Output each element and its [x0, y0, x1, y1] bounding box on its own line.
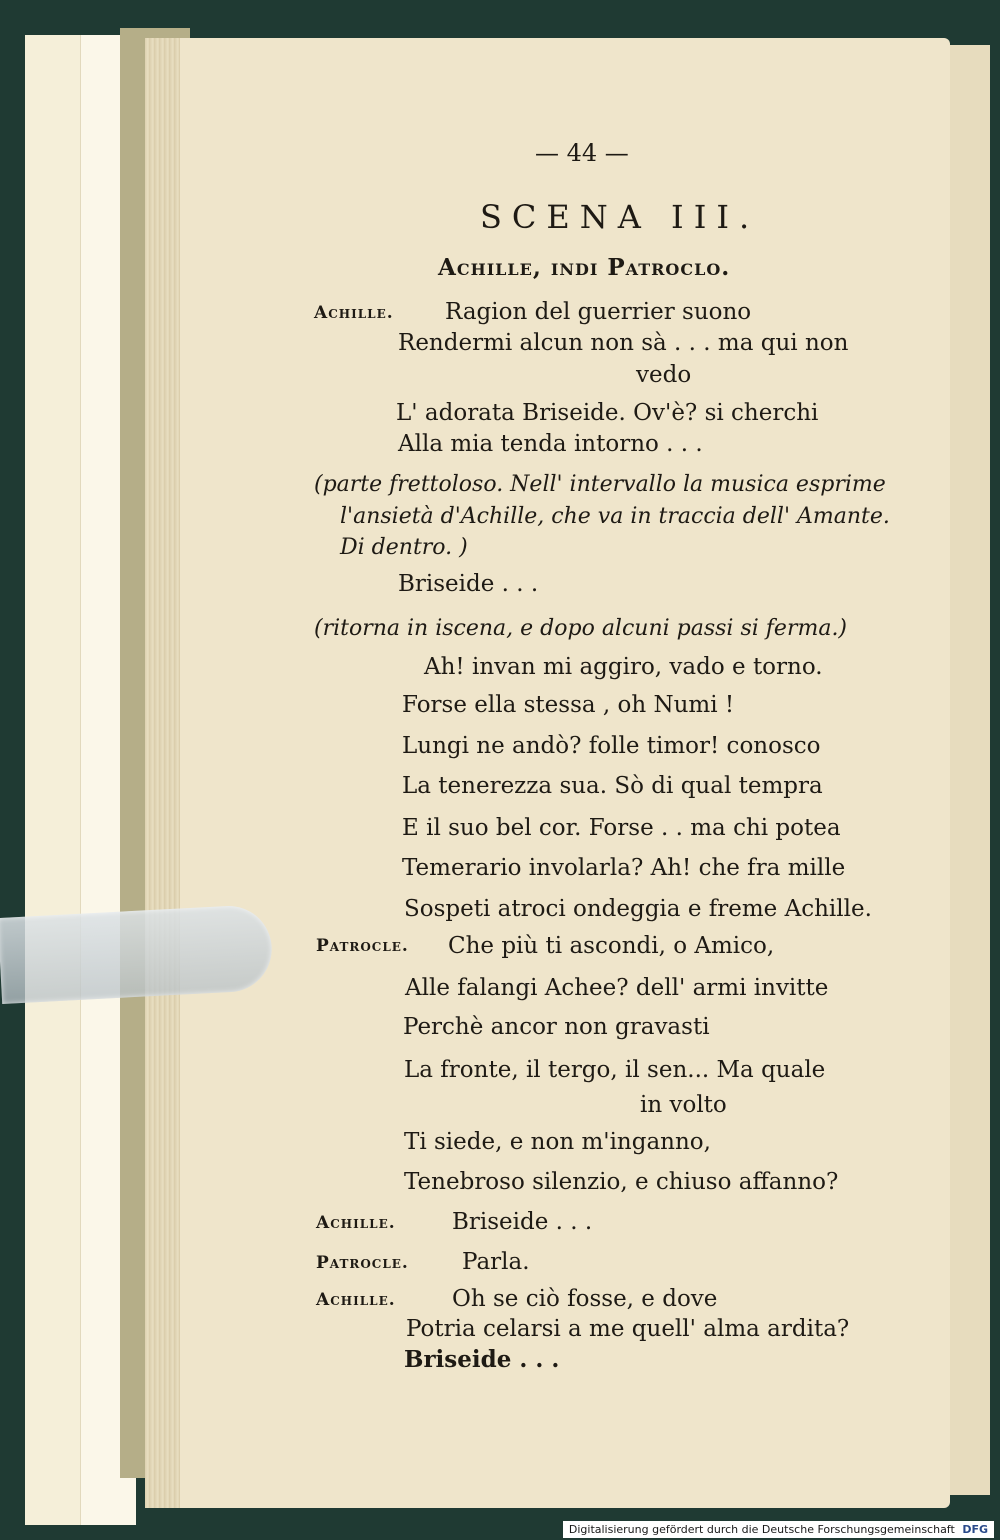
verse-line: Che più ti ascondi, o Amico, [448, 933, 775, 959]
speaker-label: Achille. [316, 1290, 396, 1310]
verse-line: La tenerezza sua. Sò di qual tempra [402, 773, 823, 799]
verse-line: in volto [640, 1092, 727, 1118]
verse-line: Temerario involarla? Ah! che fra mille [402, 855, 846, 881]
characters-line: Achille, indi Patroclo. [438, 254, 731, 281]
verse-line: Alla mia tenda intorno . . . [398, 431, 703, 457]
digitization-credit [563, 1521, 994, 1538]
verse-line: Oh se ciò fosse, e dove [452, 1286, 718, 1312]
verse-line: Rendermi alcun non sà . . . ma qui non [398, 330, 849, 356]
credit-text: Digitalisierung gefördert durch die Deutsche Forschungsgemeinschaft [568, 1523, 955, 1536]
verse-line: Alle falangi Achee? dell' armi invitte [405, 975, 829, 1001]
dfg-logo: DFG [962, 1523, 988, 1536]
verse-line: vedo [636, 362, 692, 388]
stage-direction: Di dentro. ) [340, 535, 468, 560]
speaker-label: Patrocle. [316, 936, 409, 956]
verse-line: L' adorata Briseide. Ov'è? si cherchi [396, 400, 819, 426]
verse-line: Potria celarsi a me quell' alma ardita? [406, 1316, 850, 1342]
verse-line: Lungi ne andò? folle timor! conosco [402, 733, 821, 759]
verse-line: Parla. [462, 1249, 530, 1275]
verse-line: Ragion del guerrier suono [445, 299, 752, 325]
page-number: — 44 — [535, 139, 629, 167]
glass-page-weight [0, 904, 274, 1004]
speaker-label: Achille. [314, 303, 394, 323]
verse-line: Forse ella stessa , oh Numi ! [402, 692, 735, 718]
verse-line: Tenebroso silenzio, e chiuso affanno? [404, 1169, 839, 1195]
verse-line: Ti siede, e non m'inganno, [404, 1129, 711, 1155]
book-right-edge [950, 45, 990, 1495]
verse-line: Briseide . . . [452, 1209, 593, 1235]
verse-line: Sospeti atroci ondeggia e freme Achille. [404, 896, 872, 922]
verse-line: La fronte, il tergo, il sen... Ma quale [404, 1057, 826, 1083]
verse-line: Ah! invan mi aggiro, vado e torno. [424, 654, 823, 680]
speaker-label: Achille. [316, 1213, 396, 1233]
verse-line: Briseide . . . [404, 1346, 560, 1373]
scene-title: SCENA III. [480, 198, 760, 236]
verse-line: Perchè ancor non gravasti [403, 1014, 710, 1040]
speaker-label: Patrocle. [316, 1253, 409, 1273]
verse-line: Briseide . . . [398, 571, 539, 597]
stage-direction: l'ansietà d'Achille, che va in traccia dell' Amante. [340, 504, 890, 529]
stage-direction: (parte frettoloso. Nell' intervallo la musica esprime [314, 472, 886, 497]
verse-line: E il suo bel cor. Forse . . ma chi potea [402, 815, 841, 841]
stage-direction: (ritorna in iscena, e dopo alcuni passi si ferma.) [314, 616, 848, 641]
